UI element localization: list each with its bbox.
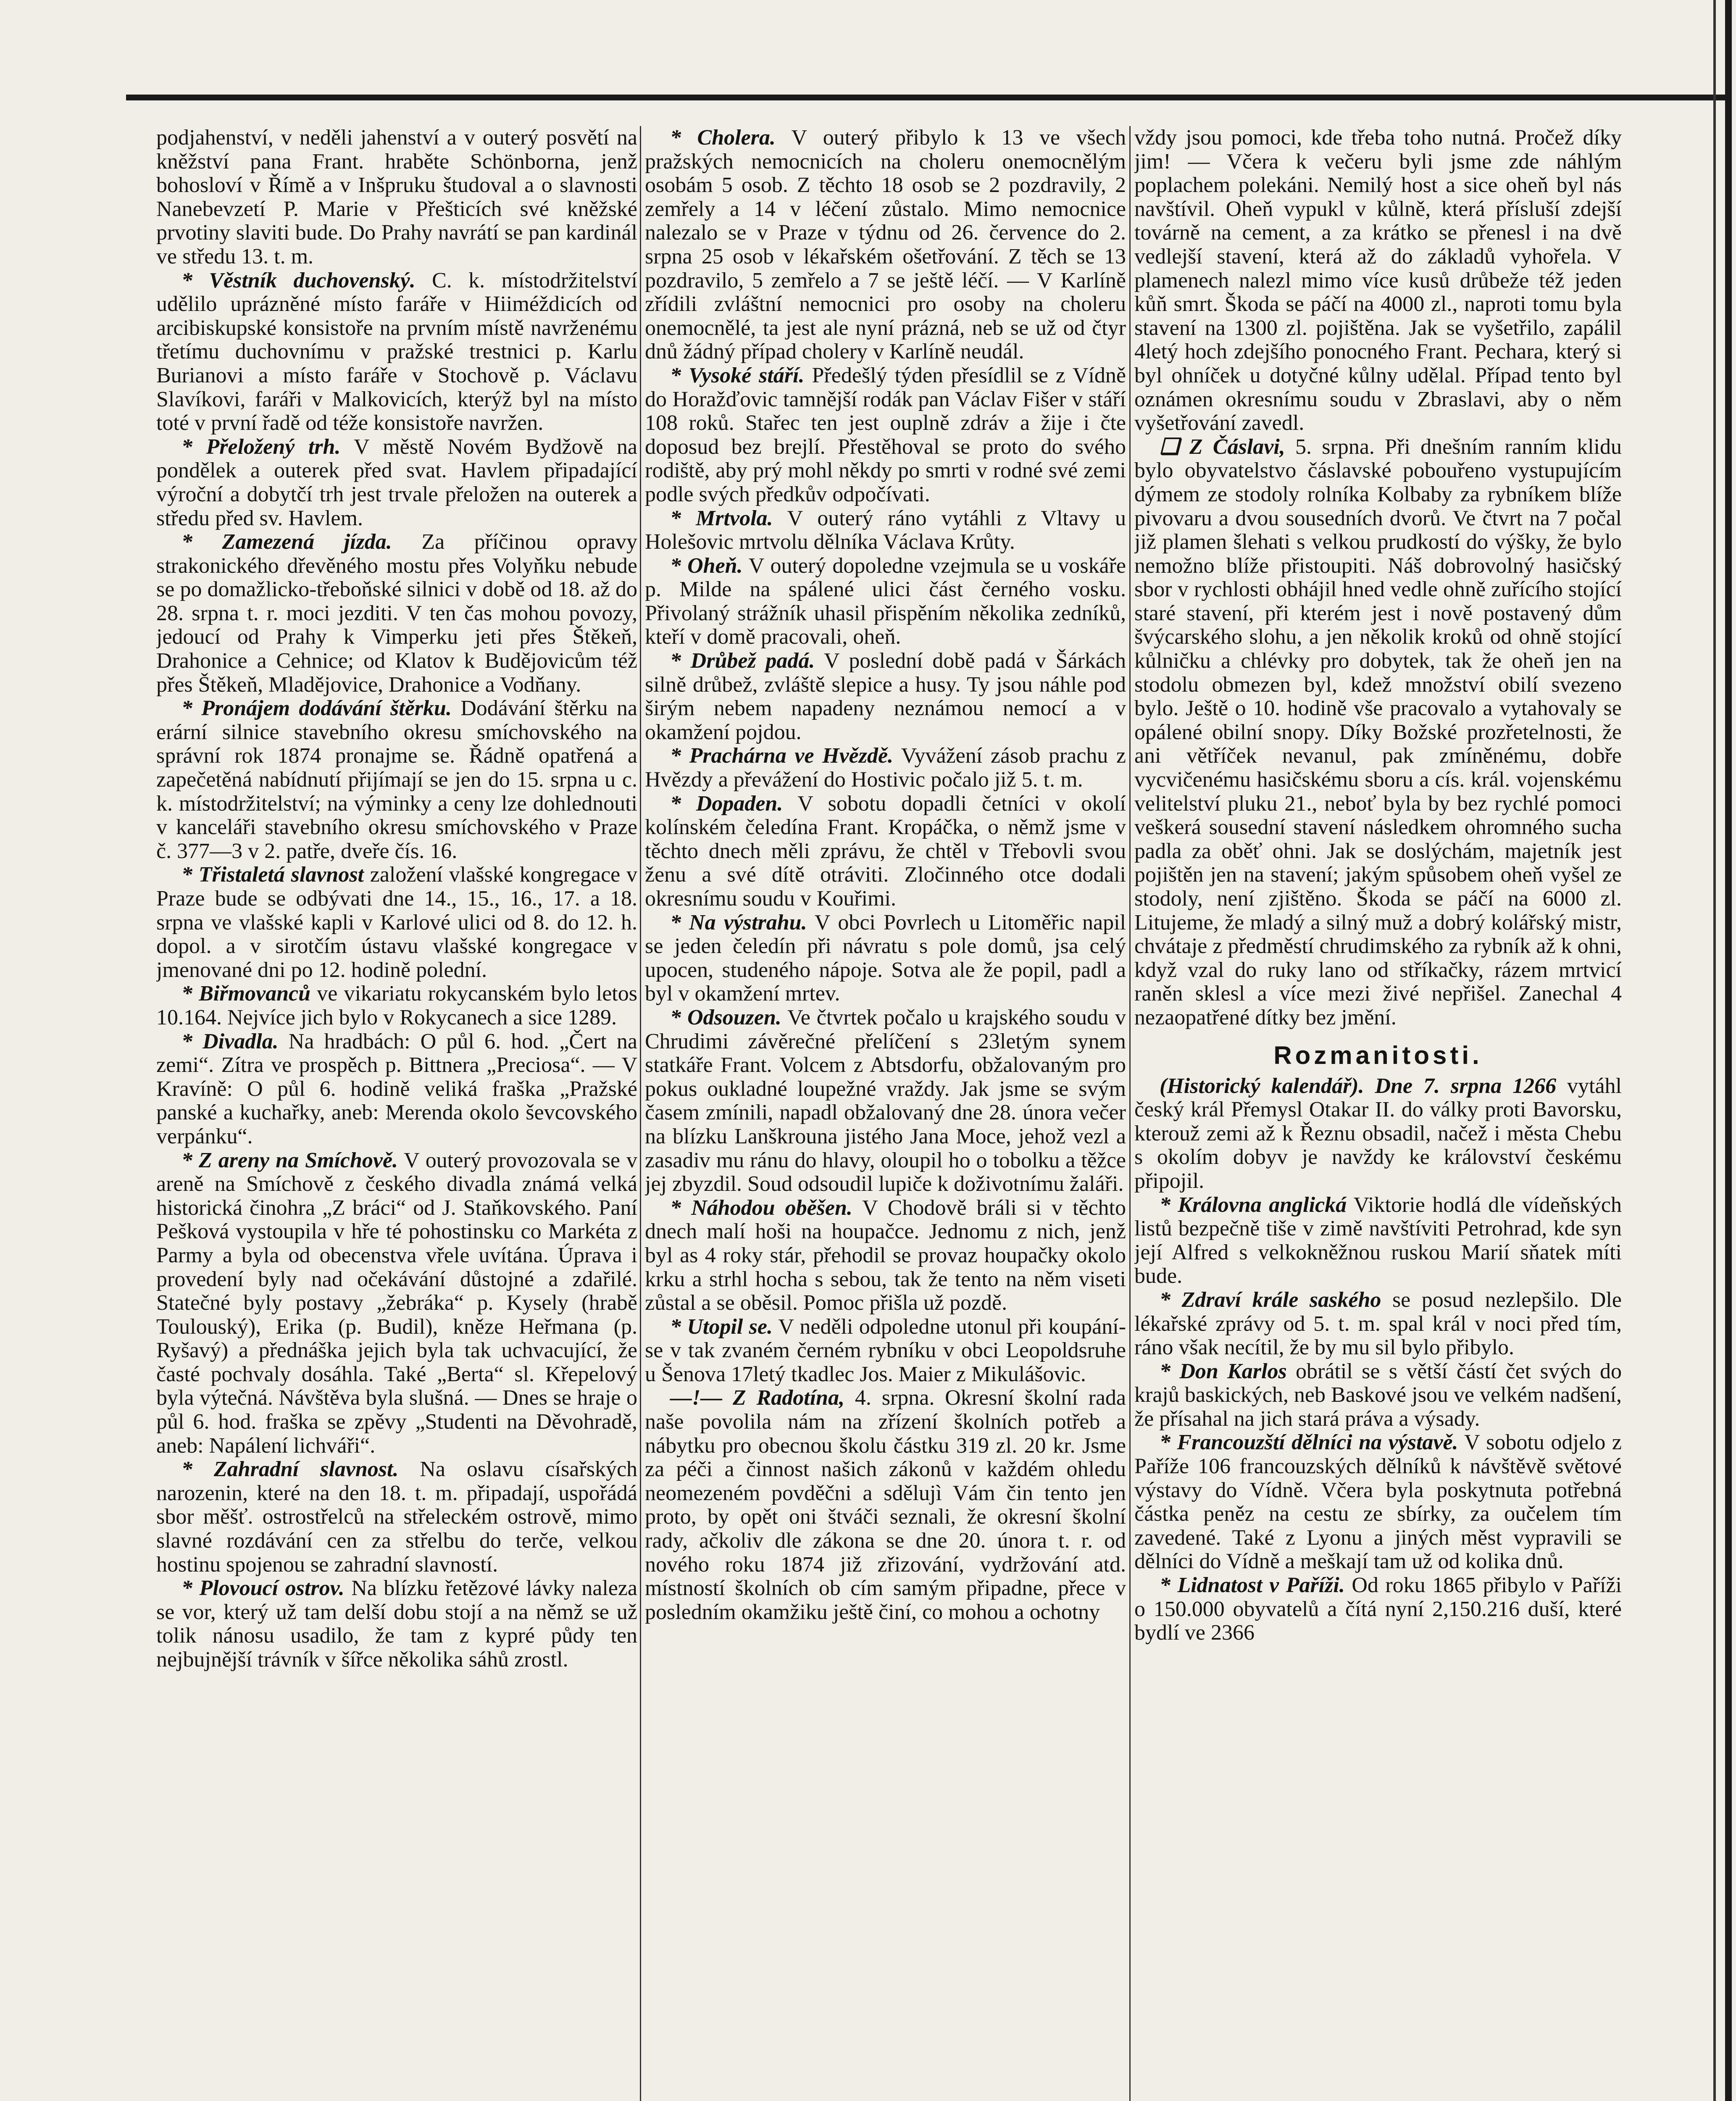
article-heading: * Mrtvola. [670, 506, 773, 530]
article-paragraph [645, 792, 1126, 911]
article-text: V outerý dopoledne vzejmula se u voskáře p. Milde na spálené ulici část černého vosku. Přivolaný strážník uhasil přispěním několika zedníků, kteří v domě pracovali, oheň. [645, 553, 1126, 649]
article-paragraph [1134, 435, 1622, 1030]
article-heading: * Vysoké stáří. [670, 363, 805, 387]
article-paragraph [645, 1196, 1126, 1315]
column-rule-2 [1129, 126, 1131, 2101]
article-paragraph [156, 697, 637, 863]
article-text: V sobotu dopadli četníci v okolí kolínském čeledína Frant. Kropáčka, o němž jsme v těchto dnech měli zprávu, že chtěl v Třebovli svou ženu a své dítě otráviti. Zločinného otce dodali okresnímu soudu v Kouřimi. [645, 791, 1126, 911]
article-paragraph [1134, 1074, 1622, 1193]
article-heading: * Z areny na Smíchově. [181, 1148, 398, 1172]
article-text: 4. srpna. Okresní školní rada naše povolila nám na zřízení školních potřeb a nábytku pro obecnou školu částku 319 zl. 20 kr. Jsme za péči a činnost našich zákonů v každém ohledu neomezeném povděčni a sdělujì Vám čin tento jen proto, by opět oni štváči seznali, že okresní školní rady, ačkoliv dle zákona se dne 20. února t. r. od nového roku 1874 již zřizování, vydržování atd. místností školních ob cím samým připadne, přece v posledním okamžiku ještě činí, co mohou a ochotny [645, 1386, 1126, 1624]
article-paragraph [156, 269, 637, 435]
article-paragraph [645, 364, 1126, 507]
article-heading: * Dopaden. [670, 791, 783, 816]
article-heading: * Zamezená jízda. [181, 530, 392, 554]
article-paragraph [1134, 1574, 1622, 1645]
article-text: V outerý provozovala se v areně na Smíchově z českého divadla známá velká historická činohra „Z bráci“ od J. Staňkovského. Paní Pešková vystoupila v hře té pohostinsku co Markéta z Parmy a byla od obecenstva vřele uvítána. Úprava i provedení byly nad očekávání důstojné a zdařilé. Statečné byly postavy „žebráka“ p. Kysely (hrabě Toulouský), Erika (p. Budil), kněze Heřmana (p. Ryšavý) a přednáška jejich byla tak uchvacující, že časté pochvaly dosáhla. Také „Berta“ sl. Křepelový byla výtečná. Návštěva byla slušná. — Dnes se hraje o půl 6. hod. fraška se zpěvy „Studenti na Děvohradě, aneb: Napálení lichváři“. [156, 1148, 637, 1458]
article-heading: ❑ Z Čáslavi, [1160, 434, 1285, 459]
article-paragraph [645, 126, 1126, 364]
article-text: Dodávání štěrku na erární silnice stavebního okresu smíchovského na správní rok 1874 pronajme se. Řádně opatřená a zapečetěná nabídnutí přijímají se jen do 15. srpna u c. k. místodržitelství; na výminky a ceny lze dohlednouti v kanceláři stavebního okresu smíchovského v Praze č. 377—3 v 2. patře, dveře čís. 16. [156, 696, 637, 863]
article-heading: * Zdraví krále saského [1160, 1287, 1381, 1312]
column-rule-1 [640, 126, 641, 2101]
article-paragraph [1134, 126, 1622, 435]
page-border-right [1725, 0, 1732, 2101]
article-paragraph [156, 1149, 637, 1458]
article-heading: * Plovoucí ostrov. [181, 1576, 345, 1601]
article-heading: * Biřmovanců [181, 982, 311, 1006]
article-heading: * Třistaletá slavnost [181, 863, 364, 887]
article-text: vytáhl český král Přemysl Otakar II. do války proti Bavorsku, kterouž zemi až k Řeznu obsadil, načež i města Chebu s okolím dobyv je navždy ke království českému připojil. [1134, 1074, 1622, 1193]
article-heading: * Cholera. [670, 126, 776, 150]
article-paragraph [156, 1577, 637, 1672]
article-heading: * Prachárna ve Hvězdě. [670, 744, 894, 768]
article-paragraph [1134, 1360, 1622, 1431]
article-paragraph [1134, 1431, 1622, 1574]
article-text: V outerý ráno vytáhli z Vltavy u Holešovic mrtvolu dělníka Václava Krůty. [645, 506, 1126, 554]
page-border-right-inner [1713, 0, 1716, 2101]
article-paragraph [156, 126, 637, 269]
article-paragraph [645, 744, 1126, 792]
article-text: Na hradbách: O půl 6. hod. „Čert na zemi“. Zítra ve prospěch p. Bittnera „Preciosa“. — V Kravíně: O půl 6. hodině veliká fraška „Pražské panské a kuchařky, aneb: Merenda okolo ševcovského verpánku“. [156, 1029, 637, 1148]
article-paragraph [1134, 1288, 1622, 1360]
article-text: Za příčinou opravy strakonického dřevěného mostu přes Volyňku nebude se po domažlicko-třeboňské silnici v době od 18. až do 28. srpna t. r. moci jezditi. V ten čas mohou povozy, jedoucí od Prahy k Vimperku jeti přes Štěkeň, Drahonice a Cehnice; od Klatov k Budějovicům též přes Štěkeň, Mladějovice, Drahonice a Vodňany. [156, 530, 637, 697]
article-heading: * Věstník duchovenský. [181, 268, 416, 292]
article-heading: * Lidnatost v Paříži. [1160, 1573, 1345, 1598]
article-text: se posud nezlepšilo. Dle lékařské zprávy od 5. t. m. spal král v noci před tím, ráno však necítil, že by mu sil bylo přibylo. [1134, 1287, 1622, 1360]
article-text: V neděli odpoledne utonul při koupání-se v tak zvaném černém rybníku v obci Leopoldsruhe u Šenova 17letý tkadlec Jos. Maier z Mikulášovic. [645, 1314, 1126, 1386]
article-text: V městě Novém Bydžově na pondělek a outerek před svat. Havlem připadající výroční a dobytčí trh jest trvale přeložen na outerek a středu před sv. Havlem. [156, 434, 637, 530]
article-heading: * Divadla. [181, 1029, 279, 1053]
article-text: V sobotu odjelo z Paříže 106 francouzských dělníků k návštěvě světové výstavy do Vídně. Včera byla poskytnuta potřebná částka peněz na cestu ze sbírky, za oučelem tím zavedené. Také z Lyonu a jiných měst vypravili se dělníci do Vídně a meškají tam už od kolika dnů. [1134, 1430, 1622, 1574]
article-heading: (Historický kalendář). Dne 7. srpna 1266 [1160, 1074, 1557, 1098]
column-3 [1134, 126, 1622, 2101]
article-text: obrátil se s větší částí čet svých do krajů baskických, neb Baskové jsou ve velkém nadšení, že přísahal na jich stará práva a výsady. [1134, 1359, 1622, 1431]
article-paragraph [645, 649, 1126, 744]
article-text: Od roku 1865 přibylo v Paříži o 150.000 obyvatelů a čítá nyní 2,150.216 duší, které bydlí ve 2366 [1134, 1573, 1622, 1645]
article-heading: —!— Z Radotína, [670, 1386, 845, 1410]
article-paragraph [645, 911, 1126, 1006]
article-heading: * Oheň. [670, 553, 743, 578]
article-heading: * Don Karlos [1160, 1359, 1287, 1383]
article-paragraph [156, 435, 637, 530]
article-text: Předešlý týden přesídlil se z Vídně do Horažďovic tamnější rodák pan Václav Fišer v stáří 108 roků. Stařec ten jest ouplně zdráv a žije i čte doposud bez brejlí. Přestěhoval se proto do svého rodiště, aby prý mohl někdy po smrti v rodné své zemi podle svých předkův odpočívati. [645, 363, 1126, 506]
article-text: V outerý přibylo k 13 ve všech pražských nemocnicích na choleru onemocnělým osobám 5 osob. Z těchto 18 osob se 2 pozdravily, 2 zemřely a 14 v léčení zůstalo. Mimo nemocnice nalezalo se v Praze v týdnu od 26. července do 2. srpna 25 osob v lékařském ošetřování. Z těch se 13 pozdravilo, 5 zemřelo a 7 se ještě léčí. — V Karlíně zřídili zvláštní nemocnici pro osoby na choleru onemocnělé, ta jest ale nyní prázná, neb se už od čtyr dnů žádný případ cholery v Karlíně neudál. [645, 126, 1126, 364]
article-text: Na oslavu císařských narozenin, které na den 18. t. m. připadají, uspořádá sbor měšť. ostrostřelců na střeleckém ostrově, mimo slavné rozdávání cen za střelbu do terče, velkou hostinu spojenou se zahradní slavností. [156, 1457, 637, 1577]
article-paragraph [645, 1386, 1126, 1624]
article-paragraph [156, 863, 637, 982]
article-paragraph [156, 1030, 637, 1149]
article-heading: * Zahradní slavnost. [181, 1457, 399, 1482]
column-2 [645, 126, 1126, 2101]
article-heading: * Drůbež padá. [670, 649, 815, 673]
article-heading: * Francouzští dělníci na výstavě. [1160, 1430, 1458, 1455]
article-text: vždy jsou pomoci, kde třeba toho nutná. Pročež díky jim! — Včera k večeru byli jsme zde náhlým poplachem polekáni. Nemilý host a sice oheň byl nás navštívil. Oheň vypukl v kůlně, která přísluší zdejší továrně na cement, a za krátko se přenesl i na dvě vedlejší stavení, která až do základů vyhořela. V plamenech nalezl mimo více kusů drůbeže též jeden kůň smrt. Škoda se páčí na 4000 zl., naproti tomu byla stavení na 1300 zl. pojištěna. Jak se vyšetřilo, zapálil 4letý hoch zdejšího ponocného Frant. Pechara, který si byl ohníček u dotyčné kůlny udělal. Případ tento byl oznámen okresnímu soudu v Zbraslavi, aby o něm vyšetřování zavedl. [1134, 126, 1622, 435]
article-heading: * Královna anglická [1160, 1193, 1347, 1217]
article-paragraph [156, 1458, 637, 1577]
article-paragraph [645, 507, 1126, 554]
article-text: Ve čtvrtek počalo u krajského soudu v Chrudimi závěrečné přelíčení s 23letým synem statkáře Frant. Volcem z Abtsdorfu, obžalovaným pro pokus oukladné loupežné vraždy. Jak jsme se svým časem zmínili, napadl obžalovaný dne 28. února večer na blízku Lanškrouna jistého Jana Moce, jehož vezl a zasadiv mu ránu do hlavy, oloupil ho o tobolku a těžce jej zbyzdil. Soud odsoudil lupiče k doživotnímu žaláři. [645, 1005, 1126, 1196]
article-text: Na blízku řetězové lávky naleza se vor, který už tam delší dobu stojí a na němž se už tolik nánosu usadilo, že tam z kypré půdy ten nejbujnější trávník v šířce několika sáhů zrostl. [156, 1576, 637, 1672]
article-text: Viktorie hodlá dle vídeňských listů bezpečně tiše v zimě navštíviti Petrohrad, kde syn její Alfred s velkokněžnou ruskou Marií sňatek míti bude. [1134, 1193, 1622, 1288]
article-paragraph [156, 530, 637, 697]
page-border-top [126, 95, 1731, 100]
article-paragraph [645, 1315, 1126, 1387]
article-paragraph [1134, 1193, 1622, 1288]
article-text: V obci Povrlech u Litoměřic napil se jeden čeledín při návratu s pole domů, jsa celý upocen, studeného nápoje. Sotva ale že popil, padl a byl v okamžení mrtev. [645, 910, 1126, 1006]
article-text: 5. srpna. Při dnešním ranním klidu bylo obyvatelstvo čáslavské pobouřeno vystupujícím dýmem ze stodoly rolníka Kolbaby za rybníkem blíže pivovaru a dvou sousedních dvorů. Ve čtvrt na 7 počal již plamen šlehati s velkou prudkostí do výšky, že bylo nemožno blíže přistoupiti. Náš dobrovolný hasičský sbor v rychlosti obhájil hned vedle ohně zuřícího stojící staré stavení, při kterém jest i nově postavený dům švýcarského slohu, a jen několik kroků od ohně stojící kůlničku a chlévky pro dobytek, tak že oheň jen na stodolu obmezen byl, kdež množství obilí svezeno bylo. Ještě o 10. hodině vše pracovalo a vytahovaly se opálené obilní snopy. Díky Božské prozřetelnosti, že ani větříček nevanul, pak zmíněnému, dobře vycvičenému hasičskému sboru a cís. král. vojenskému velitelství pluku 21., neboť byla by bez rychlé pomoci veškerá sousední stavení následkem ohromného sucha padla za oběť ohni. Jak se doslýchám, majetník jest pojištěn jen na stavení; jakým spůsobem oheň vyšel ze stodoly, není zjištěno. Škoda se páčí na 6000 zl. Litujeme, že mladý a silný muž a dobrý kolářský mistr, chvátaje z předměstí chrudimského za rybník až k ohni, když vzal do ruky lano od stříkačky, rázem mrtvicí raněn sklesl a více mezi živé nepřišel. Zanechal 4 nezaopatřené dítky bez jmění. [1134, 434, 1622, 1029]
article-heading: * Utopil se. [670, 1314, 773, 1339]
section-title: Rozmanitosti. [1273, 1041, 1483, 1069]
article-text: C. k. místodržitelství udělilo uprázněné místo faráře v Hiiméždicích od arcibiskupské konsistoře na prvním místě navrženému třetímu duchovnímu v pražské trestnici p. Karlu Burianovi a místo faráře v Stochově p. Václavu Slavíkovi, faráři v Malkovicích, kterýž byl na místo toté v první řadě od téže konsistoře navržen. [156, 268, 637, 435]
article-text: Vyvážení zásob prachu z Hvězdy a převážení do Hostivic počalo již 5. t. m. [645, 744, 1126, 792]
article-text: ve vikariatu rokycanském bylo letos 10.164. Nejvíce jich bylo v Rokycanech a sice 1289. [156, 982, 637, 1029]
article-paragraph [645, 554, 1126, 649]
column-1 [156, 126, 637, 2101]
article-text: podjahenství, v neděli jahenství a v outerý posvětí na kněžství pana Frant. hraběte Schönborna, jenž bohosloví v Římě a v Inšpruku študoval a o slavnosti Nanebevzetí P. Marie v Přešticích své kněžské prvotiny slaviti bude. Do Prahy navrátí se pan kardinál ve středu 13. t. m. [156, 126, 637, 269]
article-text: založení vlašské kongregace v Praze bude se odbývati dne 14., 15., 16., 17. a 18. srpna ve vlašské kapli v Karlové ulici od 8. do 12. h. dopol. a v sirotčím ústavu vlašské kongregace v jmenované dni po 12. hodině polední. [156, 863, 637, 982]
article-paragraph [156, 982, 637, 1029]
article-text: V Chodově bráli si v těchto dnech malí hoši na houpačce. Jednomu z nich, jenž byl as 4 roky stár, přehodil se provaz houpačky okolo krku a strhl hocha s sebou, tak že tento na něm viseti zůstal a se oběsil. Pomoc přišla už pozdě. [645, 1195, 1126, 1315]
article-heading: * Přeložený trh. [181, 434, 341, 459]
article-heading: * Odsouzen. [670, 1005, 781, 1029]
article-text: V poslední době padá v Šárkách silně drůbež, zvláště slepice a husy. Ty jsou náhle pod širým nebem napadeny neznámou nemocí a v okamžení pojdou. [645, 649, 1126, 744]
article-paragraph [645, 1006, 1126, 1196]
article-heading: * Pronájem dodávání štěrku. [181, 696, 452, 721]
article-heading: * Na výstrahu. [670, 910, 807, 935]
article-heading: * Náhodou oběšen. [670, 1195, 852, 1220]
